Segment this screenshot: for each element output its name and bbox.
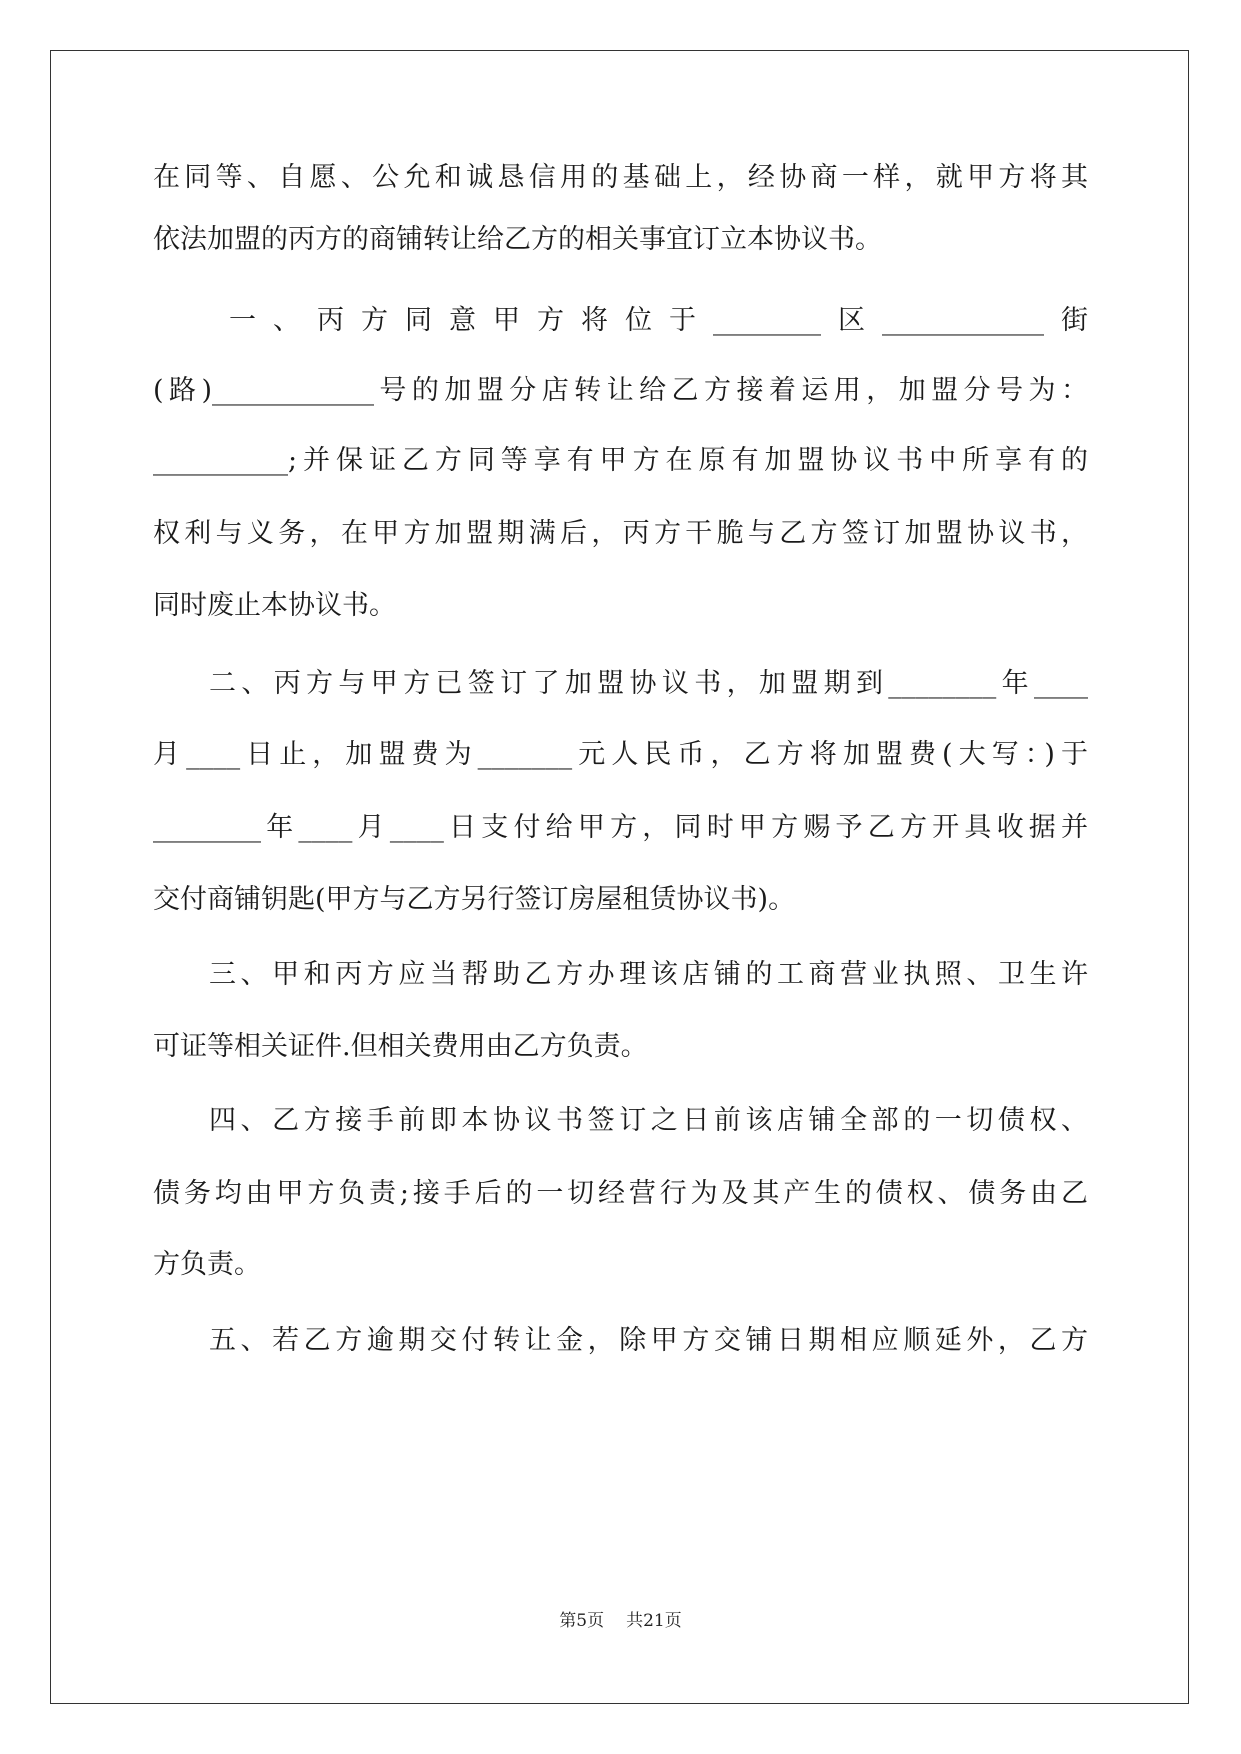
text-line: 一、丙方同意甲方将位于________区____________街	[229, 305, 1088, 336]
text-line: 五、若乙方逾期交付转让金，除甲方交铺日期相应顺延外，乙方	[209, 1325, 1088, 1356]
text-line: 在同等、自愿、公允和诚恳信用的基础上，经协商一样，就甲方将其	[153, 162, 1088, 193]
text-line: 二、丙方与甲方已签订了加盟协议书，加盟期到________年____	[209, 668, 1088, 699]
text-line: 月____日止，加盟费为_______元人民币，乙方将加盟费(大写：)于	[153, 739, 1088, 770]
text-line: 交付商铺钥匙(甲方与乙方另行签订房屋租赁协议书)。	[153, 884, 796, 915]
text-line: ________年____月____日支付给甲方，同时甲方赐予乙方开具收据并	[153, 812, 1088, 843]
text-line: 同时废止本协议书。	[153, 590, 396, 621]
text-line: 方负责。	[153, 1249, 261, 1280]
text-line: 可证等相关证件.但相关费用由乙方负责。	[153, 1031, 648, 1062]
text-line: 权利与义务，在甲方加盟期满后，丙方干脆与乙方签订加盟协议书，	[153, 518, 1088, 549]
page-footer	[0, 1609, 1241, 1633]
text-line: 三、甲和丙方应当帮助乙方办理该店铺的工商营业执照、卫生许	[209, 959, 1088, 990]
text-line: __________;并保证乙方同等享有甲方在原有加盟协议书中所享有的	[153, 445, 1088, 476]
text-line: 依法加盟的丙方的商铺转让给乙方的相关事宜订立本协议书。	[153, 224, 882, 255]
page-border	[50, 50, 1189, 1704]
text-line: 债务均由甲方负责;接手后的一切经营行为及其产生的债权、债务由乙	[153, 1178, 1088, 1209]
page-total: 共21页	[626, 1611, 682, 1631]
text-line: 四、乙方接手前即本协议书签订之日前该店铺全部的一切债权、	[209, 1105, 1088, 1136]
page-number: 第5页	[559, 1611, 605, 1631]
text-line: (路)____________号的加盟分店转让给乙方接着运用，加盟分号为：	[153, 375, 1088, 406]
